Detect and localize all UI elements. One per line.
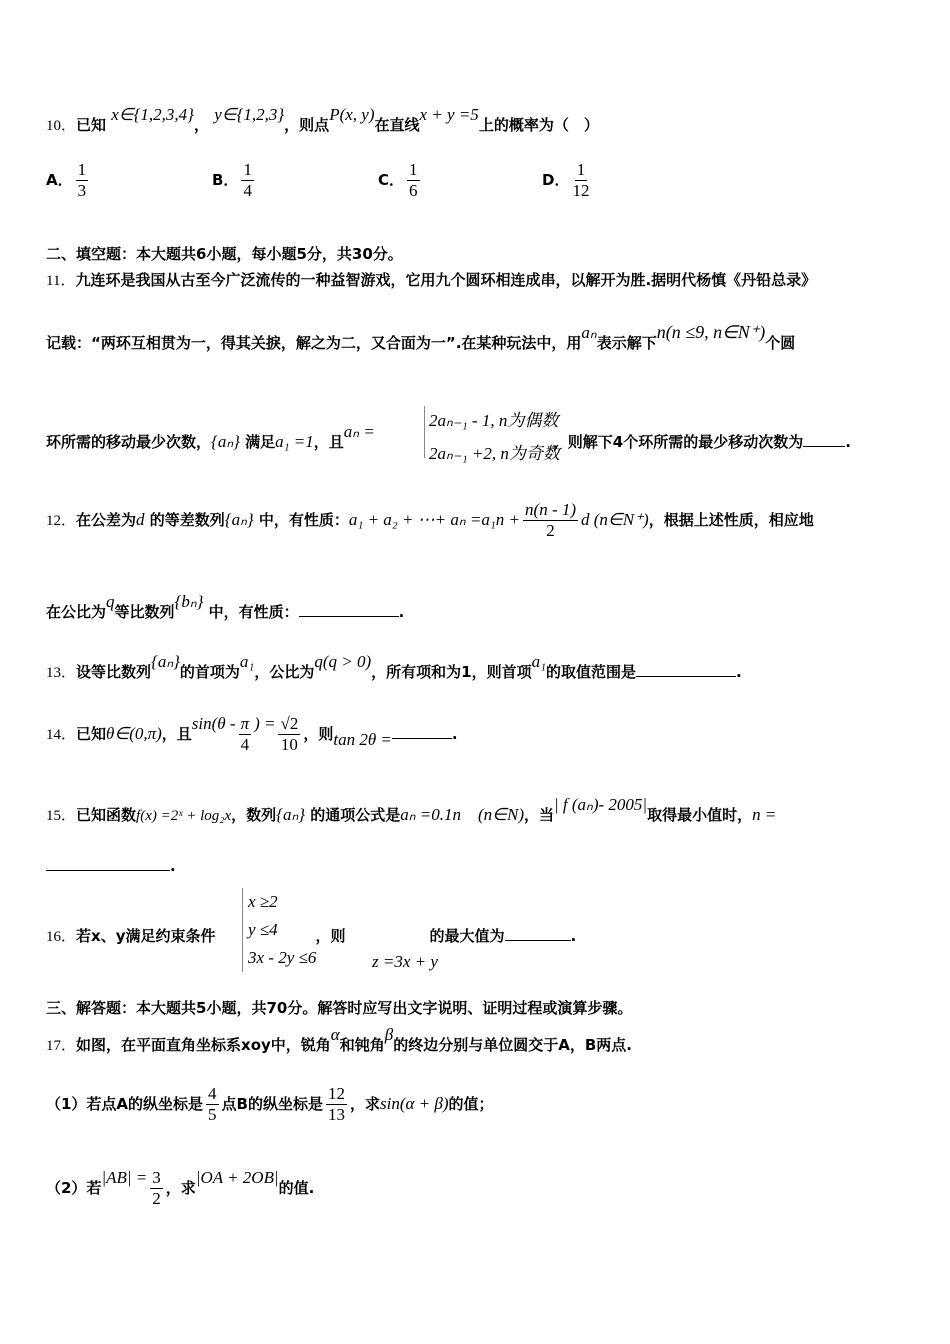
denominator: 4 (240, 735, 250, 754)
math: a₁ + a₂ + ⋯+ aₙ =a₁n + (348, 510, 521, 529)
answer-blank[interactable] (505, 926, 571, 941)
math: a₁ (531, 652, 547, 671)
text: . (845, 433, 851, 451)
answer-blank[interactable] (803, 432, 845, 447)
question-17-part-1 (46, 1082, 494, 1126)
question-17-part-2 (46, 1166, 314, 1210)
answer-blank[interactable] (299, 602, 399, 617)
math: | f (aₙ)- 2005| (554, 795, 648, 814)
numerator: 4 (208, 1084, 217, 1103)
text: 满足 (245, 433, 276, 451)
text: . (570, 927, 577, 945)
text: 的通项公式是 (310, 806, 401, 824)
text: 和钝角 (339, 1036, 385, 1054)
math: q(q > 0) (314, 652, 372, 671)
question-11-line-1 (46, 270, 816, 291)
text: 等比数列 (114, 603, 175, 621)
text: 的值. (278, 1179, 315, 1197)
math: {bₙ} (174, 592, 204, 611)
denominator: 2 (546, 521, 555, 540)
numerator: 1 (576, 160, 586, 179)
text: 在公比为 (46, 603, 107, 621)
text: 已知 (76, 725, 107, 743)
text: 点B的纵坐标是 (221, 1095, 323, 1113)
text: 的终边分别与单位圆交于A，B两点. (393, 1036, 632, 1054)
question-number: 10． (46, 118, 77, 134)
question-number: 13． (46, 665, 77, 681)
text: ，且 (313, 433, 344, 451)
text: 已知函数 (76, 806, 137, 824)
math: aₙ (581, 323, 597, 342)
math: aₙ =0.1n (n∈N) (400, 805, 524, 824)
objective-function: z =3x + y (372, 952, 438, 971)
numerator: π (240, 714, 250, 733)
question-15-line-2 (46, 856, 176, 876)
math: a₁ (239, 652, 255, 671)
question-11-line-2 (46, 322, 796, 353)
text: ，求 (165, 1179, 196, 1197)
denominator: 6 (409, 181, 418, 200)
text: ，则 (315, 927, 346, 945)
question-12-line-2 (46, 592, 405, 622)
denominator: 12 (572, 181, 590, 200)
denominator: 2 (152, 1189, 161, 1208)
numerator: 1 (243, 160, 252, 179)
answer-blank[interactable] (636, 662, 736, 677)
text: 已知 (76, 116, 107, 134)
text: 的最大值为 (429, 927, 505, 945)
text: 环所需的移动最少次数， (46, 433, 212, 451)
option-d[interactable] (542, 160, 592, 201)
text: ，数列 (231, 806, 277, 824)
constraint-2: y ≤4 (248, 920, 278, 939)
question-number: 17． (46, 1038, 77, 1054)
numerator: 3 (152, 1168, 161, 1187)
question-number: 11． (46, 273, 76, 289)
numerator: 1 (409, 160, 418, 179)
text: ，则 (303, 725, 334, 743)
text: 记载：“两环互相贯为一，得其关捩，解之为二，又合面为一”.在某种玩法中，用 (46, 334, 582, 352)
math: θ∈(0,π) (106, 724, 162, 743)
text: 若x、y满足约束条件 (76, 927, 216, 945)
text: （2）若 (46, 1179, 102, 1197)
option-label: D． (542, 171, 570, 189)
question-12-line-1 (46, 498, 814, 543)
math: {aₙ} (276, 805, 306, 824)
math: tan 2θ = (333, 730, 392, 749)
text: 在直线 (374, 116, 420, 134)
text: ，当 (523, 806, 554, 824)
denominator: 3 (77, 181, 87, 200)
question-15 (46, 795, 777, 826)
constraint-3: 3x - 2y ≤6 (248, 948, 317, 967)
constraint-system (242, 888, 316, 972)
text: 如图，在平面直角坐标系xoy中，锐角 (76, 1036, 331, 1054)
question-17 (46, 1025, 632, 1056)
option-c[interactable] (378, 160, 423, 201)
text: 的值； (448, 1095, 494, 1113)
text: 九连环是我国从古至今广泛流传的一种益智游戏，它用九个圆环相连成串，以解开为胜.据明代杨慎《丹铅总录》 (75, 271, 817, 289)
math: d (n∈N⁺) (581, 510, 649, 529)
math: ) = (254, 714, 276, 733)
text: ，且 (161, 725, 192, 743)
text: ，则点 (284, 116, 330, 134)
math: α (330, 1025, 340, 1044)
math: {aₙ} (151, 652, 180, 671)
math: x + y =5 (419, 105, 479, 124)
question-number: 14． (46, 727, 77, 743)
text: ， (193, 116, 209, 134)
piecewise-case-1: 2aₙ₋₁ - 1, n为偶数 (429, 411, 559, 430)
math: sin(θ - (191, 714, 236, 733)
text: ，求 (349, 1095, 380, 1113)
text: 中，有性质： (208, 603, 299, 621)
piecewise-case-2: 2aₙ₋₁ +2, n为奇数 (429, 444, 560, 463)
question-number: 16． (46, 929, 77, 945)
question-14 (46, 712, 458, 757)
text: 个圆 (765, 334, 796, 352)
text: 的取值范围是 (546, 663, 637, 681)
math: |OA + 2OB| (195, 1168, 279, 1187)
math: d (136, 510, 145, 529)
numerator: 1 (77, 160, 87, 179)
math: |AB| = (101, 1168, 148, 1187)
numerator: √2 (280, 714, 299, 733)
text: ，则解下4个环所需的最少移动次数为 (552, 433, 804, 451)
text: . (451, 725, 458, 743)
denominator: 10 (280, 735, 298, 754)
question-number: 15． (46, 808, 77, 824)
text: 中，有性质： (258, 511, 349, 529)
option-label: A． (46, 171, 73, 189)
math: f(x) =2ˣ + log₂x (136, 808, 232, 824)
question-number: 12． (46, 513, 77, 529)
text: ，所有项和为1，则首项 (371, 663, 532, 681)
option-a[interactable] (46, 160, 91, 201)
piecewise-brace (424, 406, 560, 463)
text: 上的概率为（ ） (478, 116, 599, 134)
section-3-heading: 三、解答题：本大题共5小题，共70分。解答时应写出文字说明、证明过程或演算步骤。 (46, 999, 633, 1017)
numerator: n(n - 1) (525, 500, 577, 519)
math: sin(α + β) (380, 1094, 449, 1113)
math: {aₙ} (224, 510, 254, 529)
section-2-heading: 二、填空题：本大题共6小题，每小题5分，共30分。 (46, 245, 403, 263)
text: . (736, 663, 742, 681)
option-label: C． (378, 171, 405, 189)
denominator: 5 (208, 1105, 217, 1124)
constraint-1: x ≥2 (248, 892, 278, 911)
math: P(x, y) (329, 105, 375, 124)
math: y∈{1,2,3} (214, 105, 285, 124)
answer-blank[interactable] (46, 856, 170, 871)
text: 在公差为 (76, 511, 137, 529)
math: x∈{1,2,3,4} (111, 105, 194, 124)
denominator: 13 (327, 1105, 345, 1124)
denominator: 4 (243, 181, 252, 200)
text: ，根据上述性质，相应地 (648, 511, 814, 529)
text: . (170, 857, 176, 875)
math: n = (752, 805, 777, 824)
text: 表示解下 (596, 334, 657, 352)
question-10 (46, 105, 599, 136)
text: 的首项为 (179, 663, 240, 681)
text: ，公比为 (254, 663, 315, 681)
math: {aₙ} (211, 432, 240, 451)
text: （1）若点A的纵坐标是 (46, 1095, 204, 1113)
math: aₙ = (343, 422, 375, 441)
text: . (398, 603, 405, 621)
math: q (106, 592, 115, 611)
text: 设等比数列 (76, 663, 152, 681)
option-b[interactable] (212, 160, 257, 201)
answer-blank[interactable] (392, 724, 452, 739)
option-label: B． (212, 171, 239, 189)
numerator: 12 (327, 1084, 345, 1103)
text: 取得最小值时， (647, 806, 753, 824)
math: β (384, 1025, 394, 1044)
text: 的等差数列 (149, 511, 225, 529)
math: n(n ≤9, n∈N⁺) (656, 322, 766, 342)
math: a₁ =1 (275, 432, 314, 451)
question-13 (46, 652, 742, 683)
